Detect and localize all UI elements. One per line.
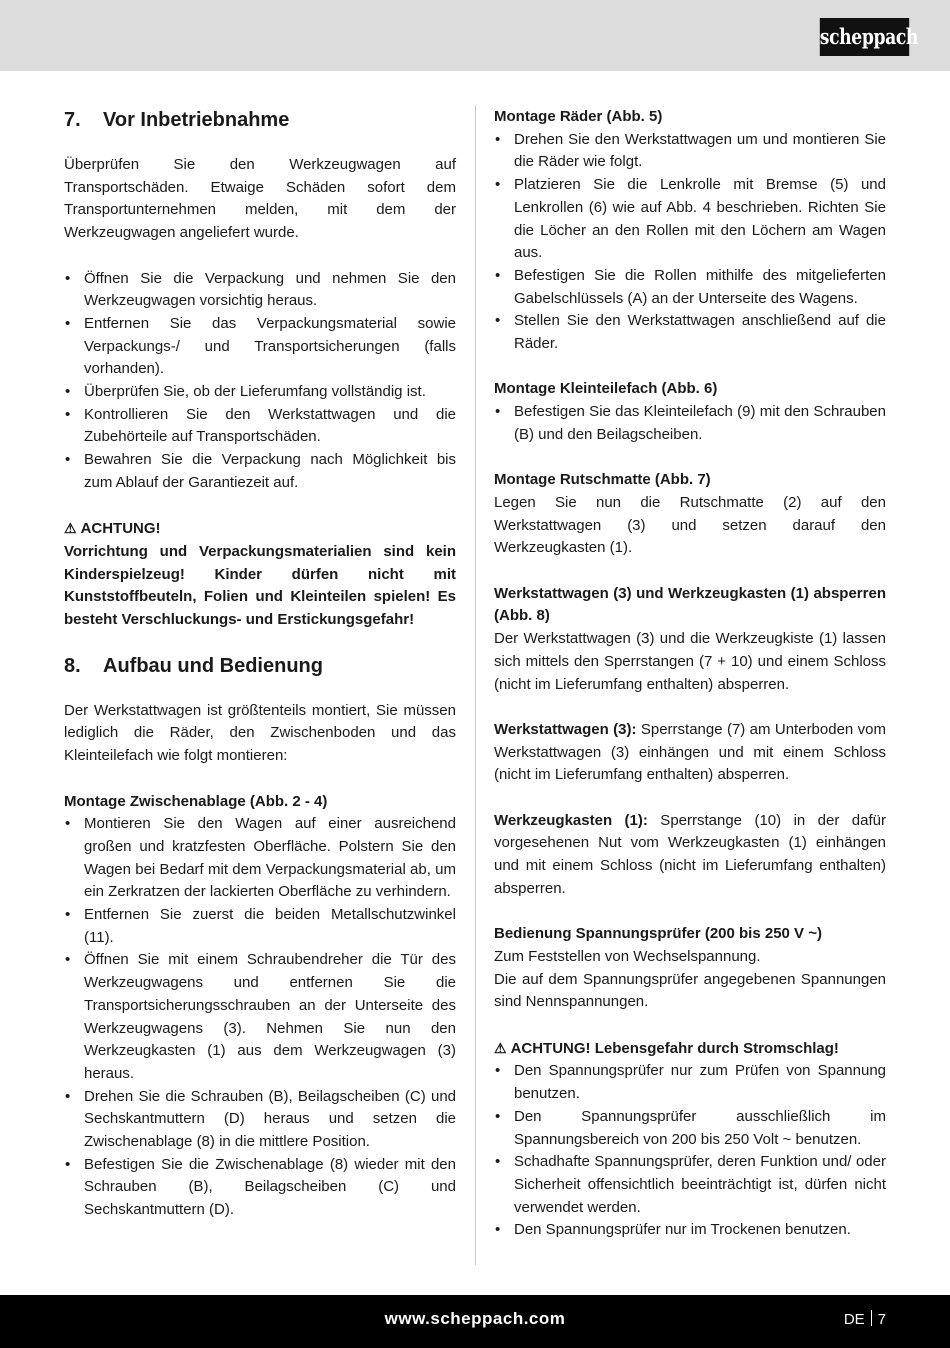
- left-column: [64, 106, 456, 1222]
- list-item: • Entfernen Sie das Verpackungsmaterial sowie Verpackungs-/ und Transportsicherungen (falls vorhanden).: [64, 313, 456, 381]
- list-item: • Befestigen Sie die Rollen mithilfe des mitgelieferten Gabelschlüssels (A) an der Unterseite des Wagens.: [494, 265, 886, 310]
- inline-label: Werkstattwagen (3):: [494, 720, 637, 738]
- page-number: 7: [877, 1311, 886, 1328]
- subsection-heading: Montage Kleinteilefach (Abb. 6): [494, 380, 718, 398]
- section-8-intro: Der Werkstattwagen ist größtenteils montiert, Sie müssen lediglich die Räder, den Zwischenboden und das Kleinteilefach wie folgt montieren:: [64, 701, 456, 765]
- list-item: • Kontrollieren Sie den Werkstattwagen und die Zubehörteile auf Transportschäden.: [64, 404, 456, 449]
- section-number: 8.: [64, 654, 81, 677]
- list-item: • Entfernen Sie zuerst die beiden Metallschutzwinkel (11).: [64, 904, 456, 949]
- zwischenablage-list: [64, 813, 456, 1222]
- list-item: • Öffnen Sie mit einem Schraubendreher die Tür des Werkzeugwagens und entfernen Sie die Transportsicherungsschrauben an der Unterseite des Werkzeugwagens (3). Nehmen Sie nun den Werkzeugkasten (1) aus dem Werkzeugwagen (3) heraus.: [64, 949, 456, 1085]
- list-item: • Bewahren Sie die Verpackung nach Möglichkeit bis zum Ablauf der Garantiezeit auf.: [64, 449, 456, 494]
- subsection-heading: Montage Zwischenablage (Abb. 2 - 4): [64, 792, 328, 810]
- list-item: • Überprüfen Sie, ob der Lieferumfang vollständig ist.: [64, 381, 456, 404]
- header-bar: [0, 0, 950, 71]
- list-item: • Öffnen Sie die Verpackung und nehmen Sie den Werkzeugwagen vorsichtig heraus.: [64, 268, 456, 313]
- warning-text: Vorrichtung und Verpackungsmaterialien sind kein Kinderspielzeug! Kinder dürfen nicht mit Kunststoffbeuteln, Folien und Kleinteilen spielen! Es besteht Verschluckungs- und Erstickungsgefahr!: [64, 542, 456, 629]
- separator: [871, 1310, 872, 1326]
- subsection-heading: Bedienung Spannungsprüfer (200 bis 250 V ~): [494, 925, 822, 943]
- warning-list: [494, 1060, 886, 1242]
- list-item: • Befestigen Sie die Zwischenablage (8) wieder mit den Schrauben (B), Beilagscheiben (C) und Sechskantmuttern (D).: [64, 1154, 456, 1222]
- warning-icon: ⚠: [64, 520, 77, 537]
- werkzeugkasten-paragraph: [494, 810, 886, 901]
- language-code: DE: [843, 1311, 865, 1328]
- right-column: [494, 106, 886, 1242]
- list-item: • Drehen Sie die Schrauben (B), Beilagscheiben (C) und Sechskantmuttern (D) heraus und setzen die Zwischenablage (8) in die mittlere Position.: [64, 1086, 456, 1154]
- section-number: 7.: [64, 109, 81, 131]
- list-item: • Montieren Sie den Wagen auf einer ausreichend großen und kratzfesten Oberfläche. Polstern Sie den Wagen bei Bedarf mit dem Verpackungsmaterial ab, um ein Zerkratzen der lackierten Oberfläche zu verhindern.: [64, 813, 456, 904]
- website-link[interactable]: www.scheppach.com: [384, 1309, 566, 1328]
- warning-title: ACHTUNG! Lebensgefahr durch Stromschlag!: [510, 1039, 839, 1057]
- subsection-heading: Werkstattwagen (3) und Werkzeugkasten (1) absperren (Abb. 8): [494, 584, 886, 625]
- brand-logo: scheppach: [820, 18, 909, 56]
- inline-label: Werkzeugkasten (1):: [494, 811, 648, 829]
- raeder-list: [494, 129, 886, 356]
- subsection-heading: Montage Räder (Abb. 5): [494, 108, 663, 125]
- warning-heading: [64, 517, 456, 541]
- column-divider: [475, 105, 476, 1265]
- subsection-heading: Montage Rutschmatte (Abb. 7): [494, 471, 711, 489]
- werkstattwagen-paragraph: [494, 719, 886, 787]
- warning-heading: [494, 1037, 886, 1061]
- list-item: • Befestigen Sie das Kleinteilefach (9) mit den Schrauben (B) und den Beilagscheiben.: [494, 401, 886, 446]
- kleinteilefach-list: [494, 401, 886, 446]
- pruefer-line: Die auf dem Spannungsprüfer angegebenen Spannungen sind Nennspannungen.: [494, 970, 886, 1011]
- section-title: Vor Inbetriebnahme: [103, 109, 290, 131]
- section-7-intro: Überprüfen Sie den Werkzeugwagen auf Transportschäden. Etwaige Schäden sofort dem Transportunternehmen melden, mit dem der Werkzeugwagen angeliefert wurde.: [64, 156, 456, 242]
- warning-icon: ⚠: [494, 1039, 507, 1056]
- list-item: • Den Spannungsprüfer nur im Trockenen benutzen.: [494, 1219, 886, 1242]
- section-7-heading: [64, 106, 456, 134]
- warning-title: ACHTUNG!: [80, 520, 161, 538]
- list-item: • Stellen Sie den Werkstattwagen anschließend auf die Räder.: [494, 310, 886, 355]
- absperren-text: Der Werkstattwagen (3) und die Werkzeugkiste (1) lassen sich mittels den Sperrstangen (7 + 10) und einem Schloss (nicht im Lieferumfang enthalten) absperren.: [494, 630, 886, 693]
- section-7-list: [64, 268, 456, 495]
- list-item: • Drehen Sie den Werkstattwagen um und montieren Sie die Räder wie folgt.: [494, 129, 886, 174]
- footer-bar: [0, 1295, 950, 1348]
- inline-text: Sperrstange (7) am Unterboden vom Werkstattwagen (3) einhängen und mit einem Schloss (nicht im Lieferumfang enthalten) absperren.: [494, 720, 886, 784]
- rutschmatte-text: Legen Sie nun die Rutschmatte (2) auf den Werkstattwagen (3) und setzen darauf den Werkzeugkasten (1).: [494, 493, 886, 557]
- page-indicator: [844, 1310, 886, 1328]
- list-item: • Den Spannungsprüfer nur zum Prüfen von Spannung benutzen.: [494, 1060, 886, 1105]
- list-item: • Den Spannungsprüfer ausschließlich im Spannungsbereich von 200 bis 250 Volt ~ benutzen.: [494, 1106, 886, 1151]
- list-item: • Schadhafte Spannungsprüfer, deren Funktion und/ oder Sicherheit offensichtlich beeinträchtigt ist, dürfen nicht verwendet werden.: [494, 1151, 886, 1219]
- list-item: • Platzieren Sie die Lenkrolle mit Bremse (5) und Lenkrollen (6) wie auf Abb. 4 beschrieben. Richten Sie die Löcher an den Rollen mit den Löchern am Wagen aus.: [494, 174, 886, 265]
- section-title: Aufbau und Bedienung: [103, 654, 323, 677]
- inline-text: Sperrstange (10) in der dafür vorgesehenen Nut vom Werkzeugkasten (1) einhängen und mit einem Schloss (nicht im Lieferumfang enthalten) absperren.: [494, 811, 886, 897]
- section-8-heading: [64, 652, 456, 680]
- pruefer-line: Zum Feststellen von Wechselspannung.: [494, 947, 761, 965]
